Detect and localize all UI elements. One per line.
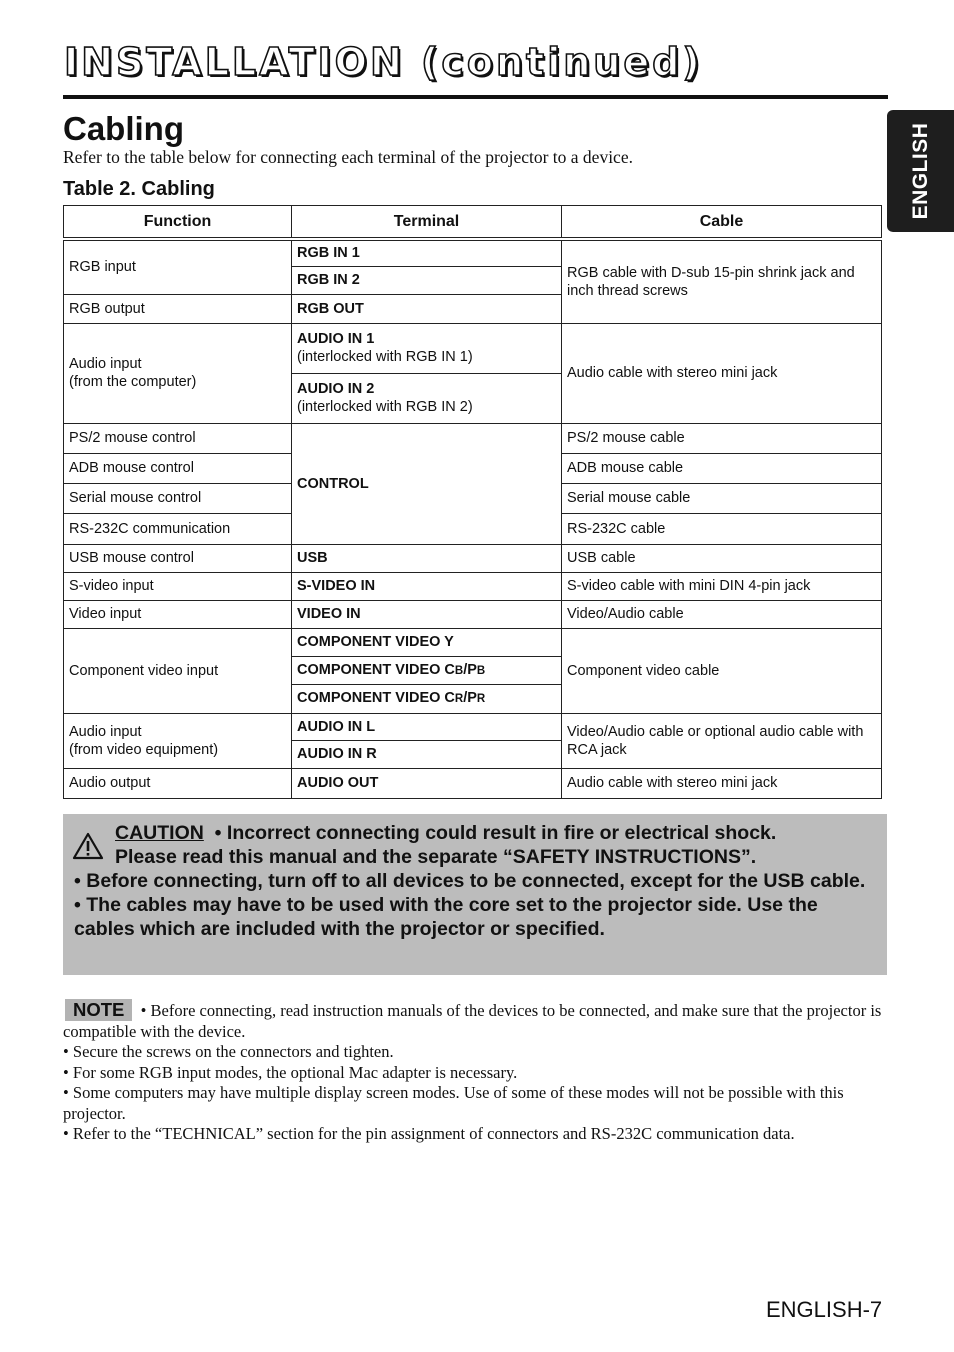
cable-cell: Video/Audio cable or optional audio cable with RCA jack [562, 713, 882, 768]
caution-text [74, 821, 874, 941]
note-label: NOTE [65, 999, 132, 1021]
function-cell: PS/2 mouse control [64, 423, 292, 453]
caution-line: Please read this manual and the separate “SAFETY INSTRUCTIONS”. [115, 846, 757, 868]
note-text: • Before connecting, read instruction manuals of the devices to be connected, and make sure that the projector is compatible with the device. [63, 1001, 882, 1041]
note-item: • Refer to the “TECHNICAL” section for the pin assignment of connectors and RS-232C communication data. [63, 1124, 795, 1143]
terminal-cell [292, 656, 562, 684]
function-cell: ADB mouse control [64, 453, 292, 483]
terminal-name: COMPONENT VIDEO C [297, 661, 455, 678]
cable-cell: Serial mouse cable [562, 483, 882, 513]
function-line: Audio input [69, 356, 142, 372]
note-item [63, 999, 883, 1042]
language-tab [887, 110, 954, 232]
section-title: Cabling [63, 110, 184, 147]
terminal-cell: RGB IN 2 [292, 266, 562, 294]
terminal-cell [292, 373, 562, 423]
table-row [64, 323, 882, 373]
function-line: Audio input [69, 723, 142, 740]
terminal-note: (interlocked with RGB IN 1) [297, 349, 473, 365]
function-cell [64, 713, 292, 768]
terminal-cell: CONTROL [292, 423, 562, 544]
header-rule [63, 95, 888, 99]
cable-cell: Audio cable with stereo mini jack [562, 323, 882, 423]
caution-bullet: • The cables may have to be used with the core set to the projector side. Use the cables which are included with the projector or specified. [74, 894, 818, 940]
cable-cell: Component video cable [562, 628, 882, 713]
cable-cell: USB cable [562, 544, 882, 572]
terminal-subscript: R [476, 693, 486, 705]
terminal-cell: VIDEO IN [292, 600, 562, 628]
table-row [64, 600, 882, 628]
table-caption: Table 2. Cabling [63, 178, 215, 200]
language-tab-label: ENGLISH [908, 122, 932, 220]
table-row [64, 768, 882, 798]
column-header-function: Function [64, 206, 292, 240]
terminal-cell: RGB IN 1 [292, 239, 562, 266]
cable-cell: RS-232C cable [562, 513, 882, 544]
cable-cell: PS/2 mouse cable [562, 423, 882, 453]
table-row [64, 628, 882, 656]
terminal-cell: AUDIO IN L [292, 713, 562, 740]
terminal-cell: USB [292, 544, 562, 572]
terminal-note: (interlocked with RGB IN 2) [297, 399, 473, 415]
table-header-row [64, 206, 882, 240]
terminal-name: COMPONENT VIDEO C [297, 690, 455, 706]
cable-cell: S-video cable with mini DIN 4-pin jack [562, 572, 882, 600]
caution-bullet: • Before connecting, turn off to all devices to be connected, except for the USB cable. [74, 870, 866, 892]
terminal-cell: S-VIDEO IN [292, 572, 562, 600]
column-header-cable: Cable [562, 206, 882, 240]
cable-cell: Audio cable with stereo mini jack [562, 768, 882, 798]
function-line: (from video equipment) [69, 741, 219, 758]
table-row [64, 544, 882, 572]
function-cell: USB mouse control [64, 544, 292, 572]
function-cell: Video input [64, 600, 292, 628]
page-number: ENGLISH-7 [766, 1297, 883, 1322]
notes-section [63, 999, 883, 1145]
table-row [64, 239, 882, 266]
terminal-cell [292, 684, 562, 713]
column-header-terminal: Terminal [292, 206, 562, 240]
terminal-subscript: /P [463, 690, 477, 706]
function-cell: RGB input [64, 239, 292, 294]
terminal-cell: AUDIO OUT [292, 768, 562, 798]
caution-line-text: • Incorrect connecting could result in fire or electrical shock. [214, 822, 777, 844]
caution-line [74, 821, 874, 845]
table-row [64, 423, 882, 453]
function-cell: Component video input [64, 628, 292, 713]
terminal-cell: COMPONENT VIDEO Y [292, 628, 562, 656]
terminal-name: AUDIO IN 1 [297, 331, 375, 347]
function-cell: Serial mouse control [64, 483, 292, 513]
terminal-cell: RGB OUT [292, 294, 562, 323]
cable-cell: ADB mouse cable [562, 453, 882, 483]
terminal-subscript: R [454, 693, 464, 705]
page-header-title: INSTALLATION (continued) [64, 40, 703, 84]
terminal-subscript: B [476, 664, 486, 677]
note-item: • Secure the screws on the connectors and tighten. [63, 1042, 394, 1061]
table-row [64, 572, 882, 600]
function-cell: S-video input [64, 572, 292, 600]
cabling-table [63, 205, 882, 799]
terminal-subscript: /P [463, 661, 477, 678]
terminal-name: AUDIO IN 2 [297, 381, 375, 397]
caution-label: CAUTION [115, 822, 204, 844]
note-item: • Some computers may have multiple display screen modes. Use of some of these modes will not be possible with this projector. [63, 1083, 844, 1123]
intro-text: Refer to the table below for connecting each terminal of the projector to a device. [63, 147, 633, 167]
table-row [64, 713, 882, 740]
function-cell: RGB output [64, 294, 292, 323]
terminal-subscript: B [454, 664, 464, 677]
terminal-cell [292, 323, 562, 373]
terminal-cell: AUDIO IN R [292, 740, 562, 768]
cable-cell: Video/Audio cable [562, 600, 882, 628]
function-cell [64, 323, 292, 423]
note-item: • For some RGB input modes, the optional Mac adapter is necessary. [63, 1062, 518, 1082]
function-cell: RS-232C communication [64, 513, 292, 544]
function-cell: Audio output [64, 768, 292, 798]
cable-cell: RGB cable with D-sub 15-pin shrink jack and inch thread screws [562, 239, 882, 323]
function-line: (from the computer) [69, 374, 197, 390]
caution-box [63, 814, 887, 975]
